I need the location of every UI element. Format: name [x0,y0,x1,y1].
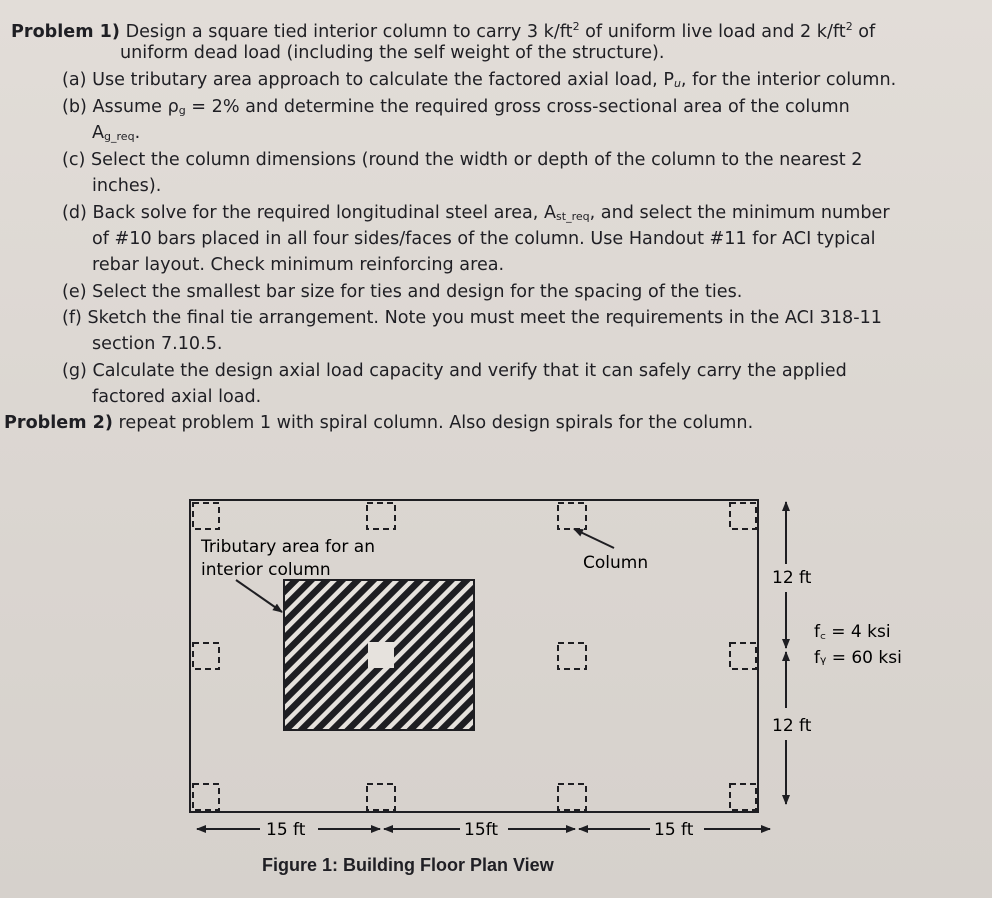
subscript: u [673,77,681,90]
part-g-line1: (g) Calculate the design axial load capacity and verify that it can safely carry the applied [62,361,847,381]
part-b-text: (b) Assume ρ [62,97,179,117]
span-label-3: 15 ft [654,820,694,840]
subscript: st_req [556,210,590,223]
fy-label: fᵧ = 60 ksi [814,648,902,668]
subscript: g [178,104,186,117]
superscript: 2 [572,20,580,33]
part-a-end: , for the interior column. [680,70,897,90]
part-d-text: (d) Back solve for the required longitudinal steel area, A [62,203,557,223]
problem1-intro-c: of [852,22,876,42]
column-leader-arrow [574,529,614,548]
column-label: Column [583,553,649,573]
superscript: 2 [845,20,853,33]
fc-label: f꜀ = 4 ksi [814,622,891,642]
problem1-label: Problem 1) [11,22,120,42]
problem1-intro-a: Design a square tied interior column to carry 3 k/ft [125,22,573,42]
column-marker [558,643,586,669]
figure-caption: Figure 1: Building Floor Plan View [262,855,554,875]
dim-label-top: 12 ft [772,568,812,588]
column-marker [730,784,756,810]
part-d-end: , and select the minimum number [589,203,890,223]
problem2-label: Problem 2) [4,413,113,433]
problem1-line2: uniform dead load (including the self weight of the structure). [120,43,665,63]
column-marker [558,784,586,810]
part-c-line2: inches). [92,176,162,196]
span-label-1: 15 ft [266,820,306,840]
part-d-line2: of #10 bars placed in all four sides/faces of the column. Use Handout #11 for ACI typical [92,229,876,249]
column-marker [193,643,219,669]
column-marker [730,503,756,529]
period: . [134,123,141,143]
tributary-label-line2: interior column [201,560,331,580]
tributary-label-line1: Tributary area for an [201,537,375,557]
part-b-area: A [92,123,105,143]
part-b-end: = 2% and determine the required gross cross-sectional area of the column [185,97,850,117]
problem2-text: repeat problem 1 with spiral column. Also design spirals for the column. [112,413,754,433]
column-marker [193,503,219,529]
column-marker [558,503,586,529]
dim-label-bottom: 12 ft [772,716,812,736]
column-marker [367,784,395,810]
span-label-2: 15ft [464,820,498,840]
part-d-line3: rebar layout. Check minimum reinforcing area. [92,255,505,275]
part-c-line1: (c) Select the column dimensions (round the width or depth of the column to the nearest 2 [62,150,863,170]
tributary-leader-arrow [236,580,282,612]
column-marker [730,643,756,669]
part-f-line2: section 7.10.5. [92,334,223,354]
part-f-line1: (f) Sketch the final tie arrangement. Note you must meet the requirements in the ACI 318-11 [62,308,882,328]
interior-column [368,642,394,668]
column-marker [367,503,395,529]
part-g-line2: factored axial load. [92,387,262,407]
part-e: (e) Select the smallest bar size for ties and design for the spacing of the ties. [62,282,743,302]
part-a-text: (a) Use tributary area approach to calculate the factored axial load, P [62,70,674,90]
column-marker [193,784,219,810]
problem1-intro-b: of uniform live load and 2 k/ft [579,22,846,42]
subscript: g_req [104,130,135,143]
